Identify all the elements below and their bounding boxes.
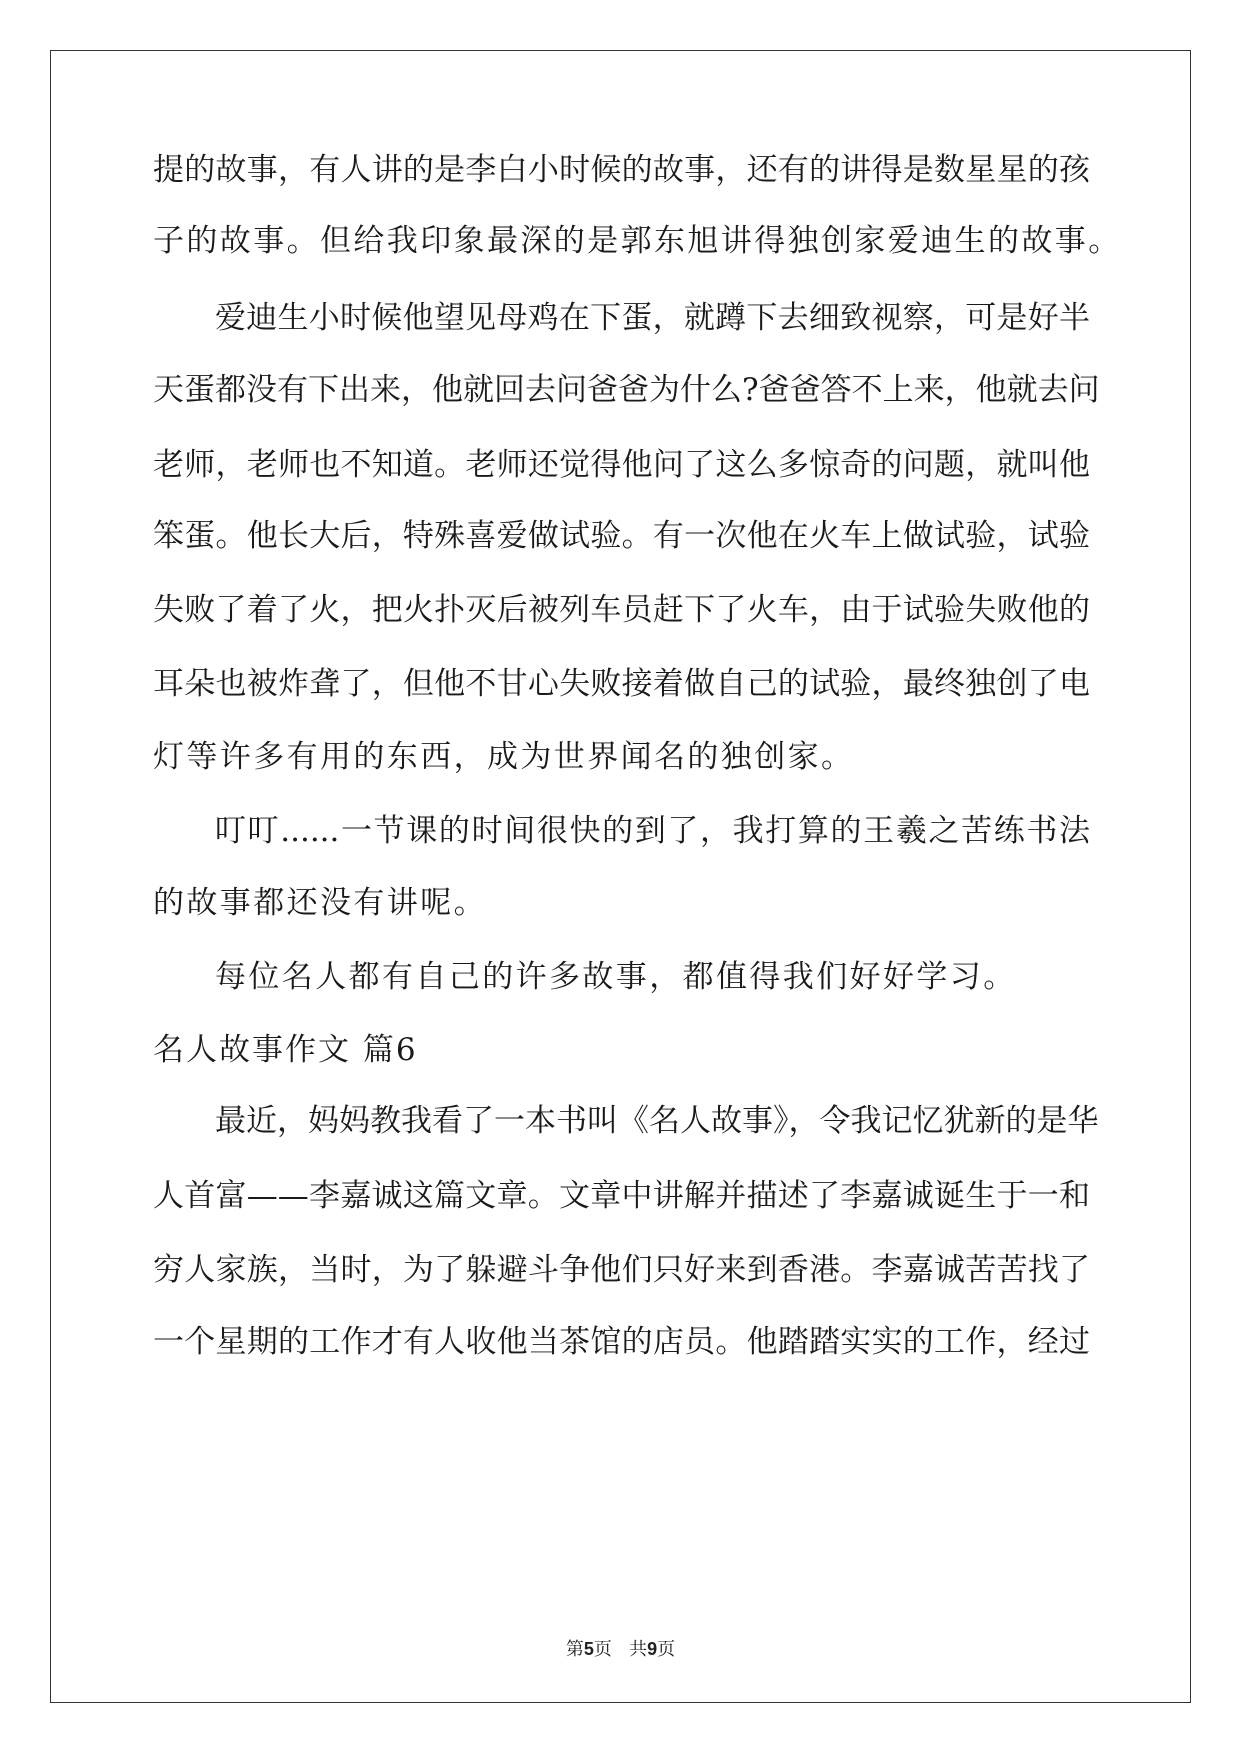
body-line: 笨蛋。他长大后，特殊喜爱做试验。有一次他在火车上做试验，试验 [153,518,1090,554]
body-line: 一个星期的工作才有人收他当茶馆的店员。他踏踏实实的工作，经过 [153,1324,1090,1360]
body-line: 的故事都还没有讲呢。 [153,885,487,921]
body-line: 每位名人都有自己的许多故事，都值得我们好好学习。 [215,959,1017,995]
footer-total-pages: 9 [647,1639,658,1659]
body-line: 子的故事。但给我印象最深的是郭东旭讲得独创家爱迪生的故事。 [153,223,1122,259]
page-footer [0,1638,1241,1661]
footer-suffix: 页 [657,1639,676,1660]
body-line: 灯等许多有用的东西，成为世界闻名的独创家。 [153,739,855,775]
section-heading: 名人故事作文 篇6 [153,1032,418,1068]
body-line: 爱迪生小时候他望见母鸡在下蛋，就蹲下去细致视察，可是好半 [215,300,1090,336]
footer-page-number: 5 [583,1639,594,1659]
body-line: 老师，老师也不知道。老师还觉得他问了这么多惊奇的问题，就叫他 [153,447,1090,483]
body-line: 叮叮......一节课的时间很快的到了，我打算的王羲之苦练书法 [215,813,1090,849]
body-line: 天蛋都没有下出来，他就回去问爸爸为什么?爸爸答不上来，他就去问 [153,372,1100,408]
body-line: 最近，妈妈教我看了一本书叫《名人故事》，令我记忆犹新的是华 [215,1103,1099,1139]
body-line: 失败了着了火，把火扑灭后被列车员赶下了火车，由于试验失败他的 [153,592,1090,628]
footer-prefix: 第 [565,1639,584,1660]
body-line: 穷人家族，当时，为了躲避斗争他们只好来到香港。李嘉诚苦苦找了 [153,1252,1090,1288]
body-line: 人首富——李嘉诚这篇文章。文章中讲解并描述了李嘉诚诞生于一和 [153,1178,1090,1214]
body-line: 耳朵也被炸聋了，但他不甘心失败接着做自己的试验，最终独创了电 [153,666,1090,702]
body-line: 提的故事，有人讲的是李白小时候的故事，还有的讲得是数星星的孩 [153,152,1090,188]
footer-mid: 页 共 [593,1639,648,1660]
